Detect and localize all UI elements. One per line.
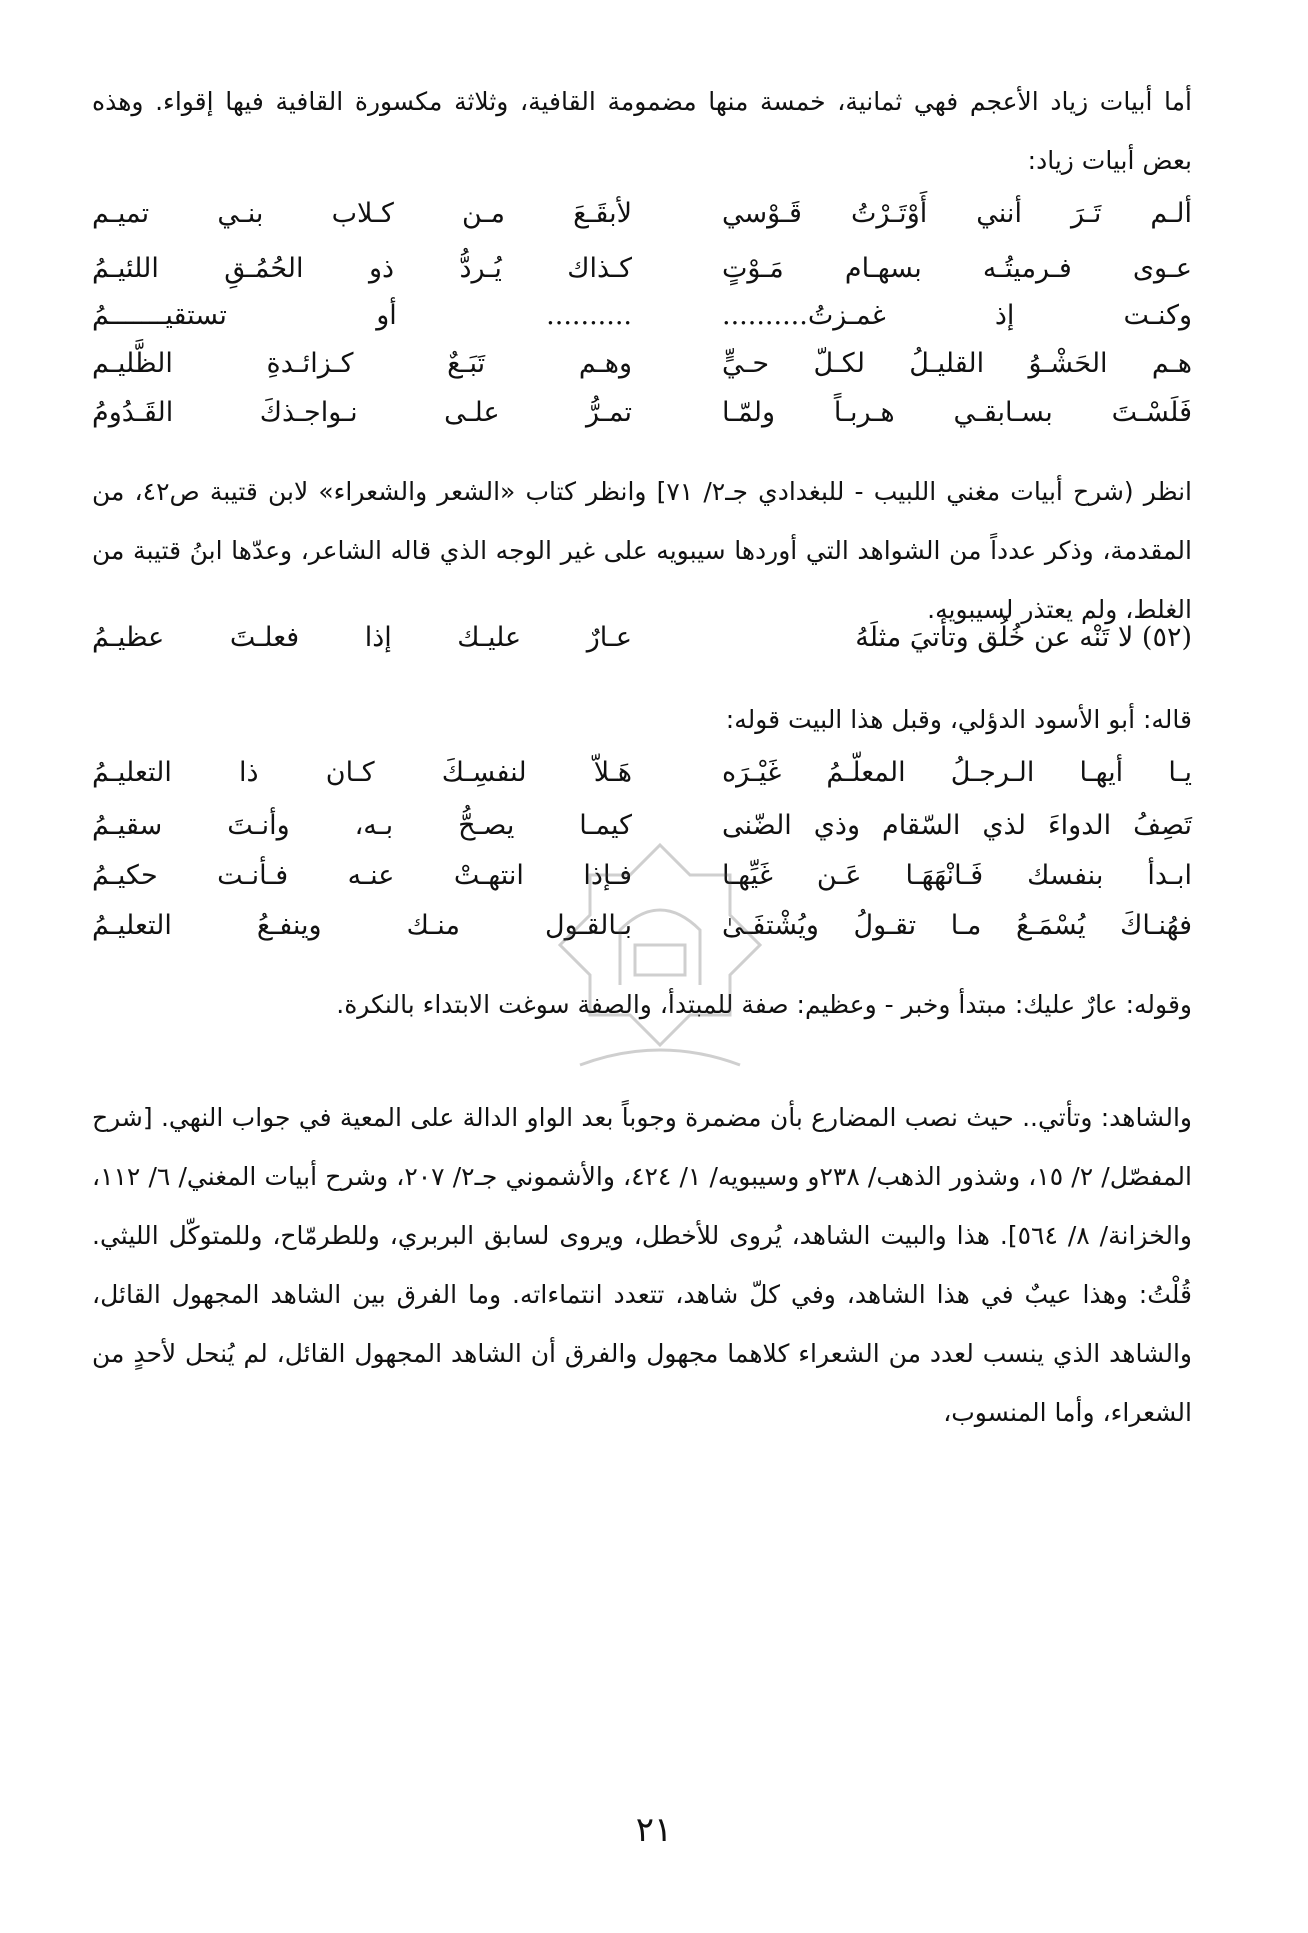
attribution-paragraph: قاله: أبو الأسود الدؤلي، وقبل هذا البيت قوله: (725, 705, 1192, 734)
verse-first-hemistich: ألـم تَـرَ أنني أَوْتَـرْتُ قَـوْسي (722, 198, 1192, 229)
verse-first-hemistich: فهُنـاكَ يُسْمَـعُ مـا تقـولُ ويُشْتفَـىٰ (722, 910, 1192, 941)
verse-first-hemistich: (٥٢) لا تَنْه عن خُلُق وتأتيَ مثلَهُ (855, 622, 1192, 653)
verse-first-hemistich: فَلَسْـتَ بسـابقـي هـربـاً ولمّـا (722, 397, 1192, 428)
evidence-verse (92, 622, 1192, 682)
verse-second-hemistich: كيمـا يصـحُّ بـه، وأنـتَ سقيـمُ (92, 810, 632, 841)
verse-second-hemistich: كـذاك يُـردُّ ذو الحُمُـقِ اللئيـمُ (92, 253, 632, 284)
verse-second-hemistich: لأبقَـعَ مـن كـلاب بنـي تميـم (92, 198, 632, 229)
verse-second-hemistich: تمـرُّ علـى نـواجـذكَ القَـدُومُ (92, 397, 632, 428)
poem-verse (92, 757, 1192, 817)
verse-first-hemistich: يـا أيهـا الـرجـلُ المعلّـمُ غَيْـرَه (722, 757, 1192, 788)
verse-second-hemistich: بـالقـول منـك وينفـعُ التعليـمُ (92, 910, 632, 941)
page-number: ٢١ (635, 1810, 673, 1850)
verse-first-hemistich: عـوى فـرميتُـه بسهـام مَـوْتٍ (722, 253, 1192, 284)
verse-first-hemistich: هـم الحَشْـوُ القليـلُ لكـلّ حـيٍّ (722, 348, 1192, 379)
verse-second-hemistich: وهـم تَبَـعٌ كـزائـدةِ الظَّليـم (92, 348, 632, 379)
verse-second-hemistich: عـارٌ عليـك إذا فعلـتَ عظيـمُ (92, 622, 632, 653)
seal-emblem-icon (540, 835, 780, 1095)
evidence-discussion-paragraph: والشاهد: وتأتي.. حيث نصب المضارع بأن مضمرة وجوباً بعد الواو الدالة على المعية في جواب النهي. [شرح المفصّل/ ٢/ ١٥، وشذور الذهب/ ٢٣٨و وسيبويه/ ١/ ٤٢٤، والأشموني جـ٢/ ٢٠٧، وشرح أبيات المغني/ ٦/ ١١٢، والخزانة/ ٨/ ٥٦٤]. هذا والبيت الشاهد، يُروى للأخطل، ويروى لسابق البربري، وللطرمّاح، وللمتوكّل الليثي. قُلْتُ: وهذا عيبٌ في هذا الشاهد، وفي كلّ شاهد، تتعدد انتماءاته. وما الفرق بين الشاهد المجهول القائل، والشاهد الذي ينسب لعدد من الشعراء كلاهما مجهول والفرق أن الشاهد المجهول القائل، لم يُنحل لأحدٍ من الشعراء، وأما المنسوب، (92, 1103, 1192, 1427)
verse-first-hemistich: تَصِفُ الدواءَ لذي السّقام وذي الضّنى (722, 810, 1192, 841)
source-note-paragraph: انظر (شرح أبيات مغني اللبيب - للبغدادي جـ٢/ ٧١] وانظر كتاب «الشعر والشعراء» لابن قتيبة ص٤٢، من المقدمة، وذكر عدداً من الشواهد التي أوردها سيبويه على غير الوجه الذي قاله الشاعر، وعدّها ابنُ قتيبة من الغلط، ولم يعتذر لسيبويه. (92, 477, 1192, 624)
verse-first-hemistich: ابـدأ بنفسك فَـانْهَهَـا عَـن غَيِّهـا (722, 860, 1192, 891)
verse-first-hemistich: وكنـت إذ غمـزتُ.......... (722, 300, 1192, 331)
poem-verse (92, 397, 1192, 457)
poem-verse (92, 198, 1192, 258)
grammar-note-paragraph: وقوله: عارٌ عليك: مبتدأ وخبر - وعظيم: صفة للمبتدأ، والصفة سوغت الابتداء بالنكرة. (336, 990, 1192, 1019)
verse-second-hemistich: هَـلاّ لنفسِـكَ كـان ذا التعليـمُ (92, 757, 632, 788)
verse-second-hemistich: فـإذا انتهـتْ عنـه فـأنـت حكيـمُ (92, 860, 632, 891)
intro-paragraph: أما أبيات زياد الأعجم فهي ثمانية، خمسة منها مضمومة القافية، وثلاثة مكسورة القافية فيها إقواء. وهذه بعض أبيات زياد: (92, 87, 1192, 175)
verse-second-hemistich: .......... أو تستقيـــــــمُ (92, 300, 632, 331)
